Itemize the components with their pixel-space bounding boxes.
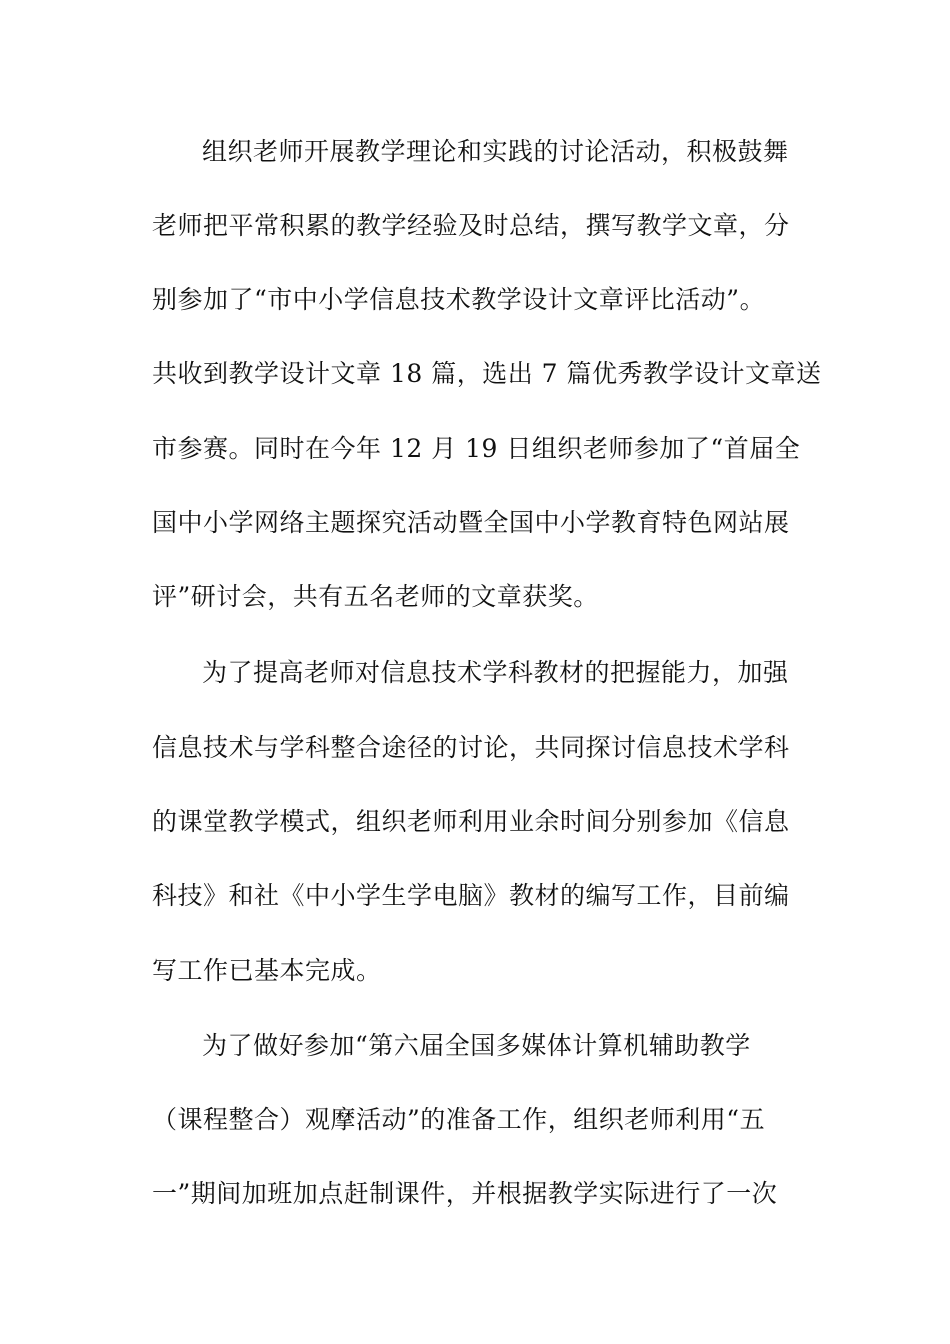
paragraph-2-line-5: 写工作已基本完成。: [152, 956, 382, 985]
paragraph-1-line-4: 共收到教学设计文章 18 篇，选出 7 篇优秀教学设计文章送: [152, 359, 822, 388]
paragraph-2-line-1: 为了提高老师对信息技术学科教材的把握能力，加强: [202, 658, 789, 687]
paragraph-2-line-4: 科技》和社《中小学生学电脑》教材的编写工作，目前编: [152, 881, 790, 910]
paragraph-3-line-3: 一”期间加班加点赶制课件，并根据教学实际进行了一次: [152, 1179, 778, 1208]
paragraph-1-line-1: 组织老师开展教学理论和实践的讨论活动，积极鼓舞: [202, 137, 789, 166]
paragraph-2-line-3: 的课堂教学模式，组织老师利用业余时间分别参加《信息: [152, 807, 790, 836]
paragraph-1-line-7: 评”研讨会，共有五名老师的文章获奖。: [152, 582, 599, 611]
paragraph-1-line-6: 国中小学网络主题探究活动暨全国中小学教育特色网站展: [152, 508, 790, 537]
paragraph-3-line-1: 为了做好参加“第六届全国多媒体计算机辅助教学: [202, 1031, 751, 1060]
paragraph-1-line-3: 别参加了“市中小学信息技术教学设计文章评比活动”。: [152, 285, 766, 314]
paragraph-1-line-2: 老师把平常积累的教学经验及时总结，撰写教学文章，分: [152, 211, 790, 240]
paragraph-2-line-2: 信息技术与学科整合途径的讨论，共同探讨信息技术学科: [152, 733, 790, 762]
paragraph-1-line-5: 市参赛。同时在今年 12 月 19 日组织老师参加了“首届全: [152, 434, 801, 463]
paragraph-3-line-2: （课程整合）观摩活动”的准备工作，组织老师利用“五: [152, 1105, 766, 1134]
